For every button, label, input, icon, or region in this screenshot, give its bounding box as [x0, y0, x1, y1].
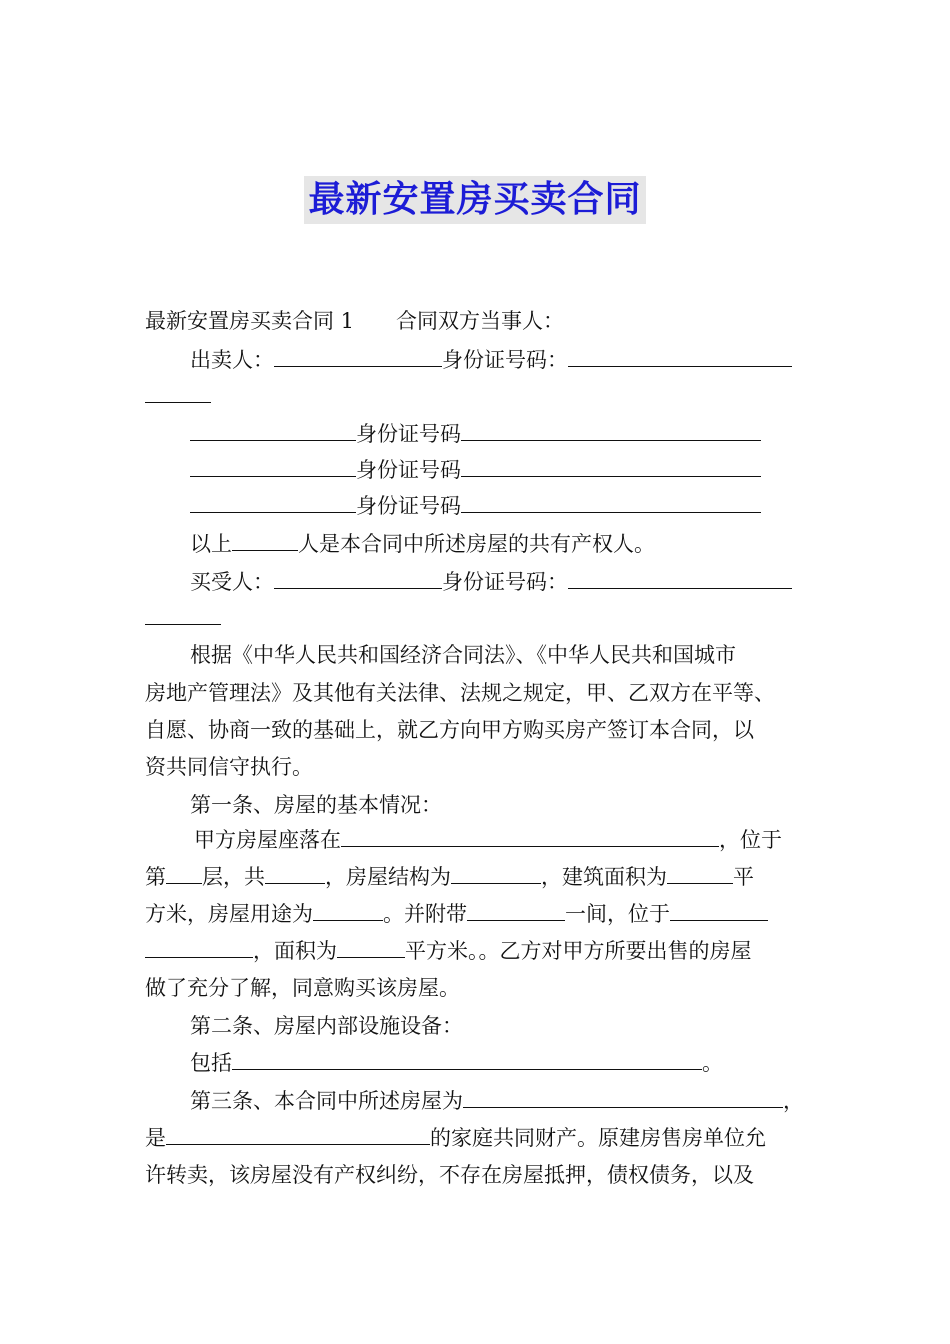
seller-id-blank	[568, 344, 792, 367]
text-segment: 平	[733, 865, 754, 889]
property-nature-blank	[463, 1085, 783, 1108]
article-2-line	[190, 1047, 860, 1078]
preamble-line: 自愿、协商一致的基础上，就乙方向甲方购买房产签订本合同，以	[145, 718, 754, 742]
text-segment: 的家庭共同财产。原建房售房单位允	[430, 1126, 766, 1150]
co-owner-line-1	[190, 418, 860, 449]
location-blank	[341, 824, 719, 847]
text-segment: 一间，位于	[565, 902, 670, 926]
text-segment: ，	[783, 1089, 804, 1113]
text-segment: ，面积为	[253, 939, 337, 963]
seller-line-cont	[145, 380, 815, 411]
text-segment: 甲方房屋座落在	[194, 828, 341, 852]
structure-blank	[451, 861, 541, 884]
text-segment: 方米，房屋用途为	[145, 902, 313, 926]
document-title: 最新安置房买卖合同	[304, 176, 645, 224]
text-segment: 平方米。。乙方对甲方所要出售的房屋	[405, 939, 752, 963]
annex-area-blank	[337, 935, 405, 958]
contract-heading: 最新安置房买卖合同 1	[145, 309, 355, 333]
preamble-line: 房地产管理法》及其他有关法律、法规之规定，甲、乙双方在平等、	[145, 681, 775, 705]
co-owner-id-label: 身份证号码	[356, 494, 461, 518]
co-owner-id-label: 身份证号码	[356, 458, 461, 482]
preamble-line: 资共同信守执行。	[145, 755, 313, 779]
seller-line	[190, 344, 860, 375]
text-segment: 人是本合同中所述房屋的共有产权人。	[298, 532, 655, 556]
article-2-heading: 第二条、房屋内部设施设备：	[190, 1014, 463, 1038]
text-segment: ，房屋结构为	[325, 865, 451, 889]
article-1-line: 做了充分了解，同意购买该房屋。	[145, 976, 460, 1000]
text-segment: 。并附带	[383, 902, 467, 926]
co-owner-line-3	[190, 490, 860, 521]
owner-count-blank	[232, 528, 298, 551]
article-3-line: 许转卖，该房屋没有产权纠纷，不存在房屋抵押，债权债务，以及	[145, 1163, 754, 1187]
text-segment: 以上	[190, 532, 232, 556]
buyer-label: 买受人：	[190, 570, 274, 594]
annex-blank	[467, 898, 565, 921]
text-segment: ，位于	[719, 828, 782, 852]
buyer-line-cont	[145, 602, 815, 633]
article-1-line	[145, 935, 815, 966]
intro-line	[145, 306, 815, 336]
text-segment: ，建筑面积为	[541, 865, 667, 889]
seller-id-label: 身份证号码：	[442, 348, 568, 372]
owner-family-blank	[166, 1122, 430, 1145]
co-owner-id-blank	[461, 454, 761, 477]
preamble-line: 根据《中华人民共和国经济合同法》、《中华人民共和国城市	[190, 643, 736, 667]
seller-label: 出卖人：	[190, 348, 274, 372]
buyer-id-blank-cont	[145, 602, 221, 625]
article-3-line	[190, 1085, 860, 1116]
text-segment: 。	[702, 1051, 723, 1075]
co-owner-id-blank	[461, 490, 761, 513]
co-owner-id-label: 身份证号码	[356, 422, 461, 446]
article-3-line	[145, 1122, 815, 1153]
article-1-line	[145, 898, 815, 929]
co-owner-name-blank	[190, 490, 356, 513]
text-segment: 第三条、本合同中所述房屋为	[190, 1089, 463, 1113]
facilities-blank	[232, 1047, 702, 1070]
area-blank	[667, 861, 733, 884]
co-owner-name-blank	[190, 454, 356, 477]
co-owner-line-2	[190, 454, 860, 485]
buyer-name-blank	[274, 566, 442, 589]
text-segment: 是	[145, 1126, 166, 1150]
text-segment: 层，共	[202, 865, 265, 889]
annex-location-blank-cont	[145, 935, 253, 958]
article-1-line	[145, 861, 815, 892]
buyer-id-label: 身份证号码：	[442, 570, 568, 594]
text-segment: 包括	[190, 1051, 232, 1075]
seller-name-blank	[274, 344, 442, 367]
article-1-line	[194, 824, 864, 855]
co-owner-name-blank	[190, 418, 356, 441]
buyer-line	[190, 566, 860, 597]
annex-location-blank	[670, 898, 768, 921]
co-owner-id-blank	[461, 418, 761, 441]
text-segment: 第	[145, 865, 166, 889]
floor-blank	[166, 861, 202, 884]
article-1-heading: 第一条、房屋的基本情况：	[190, 793, 442, 817]
title-block	[0, 176, 950, 224]
parties-label: 合同双方当事人：	[396, 309, 565, 333]
seller-id-blank-cont	[145, 380, 211, 403]
total-floors-blank	[265, 861, 325, 884]
co-owner-count-line	[190, 528, 860, 559]
usage-blank	[313, 898, 383, 921]
buyer-id-blank	[568, 566, 792, 589]
